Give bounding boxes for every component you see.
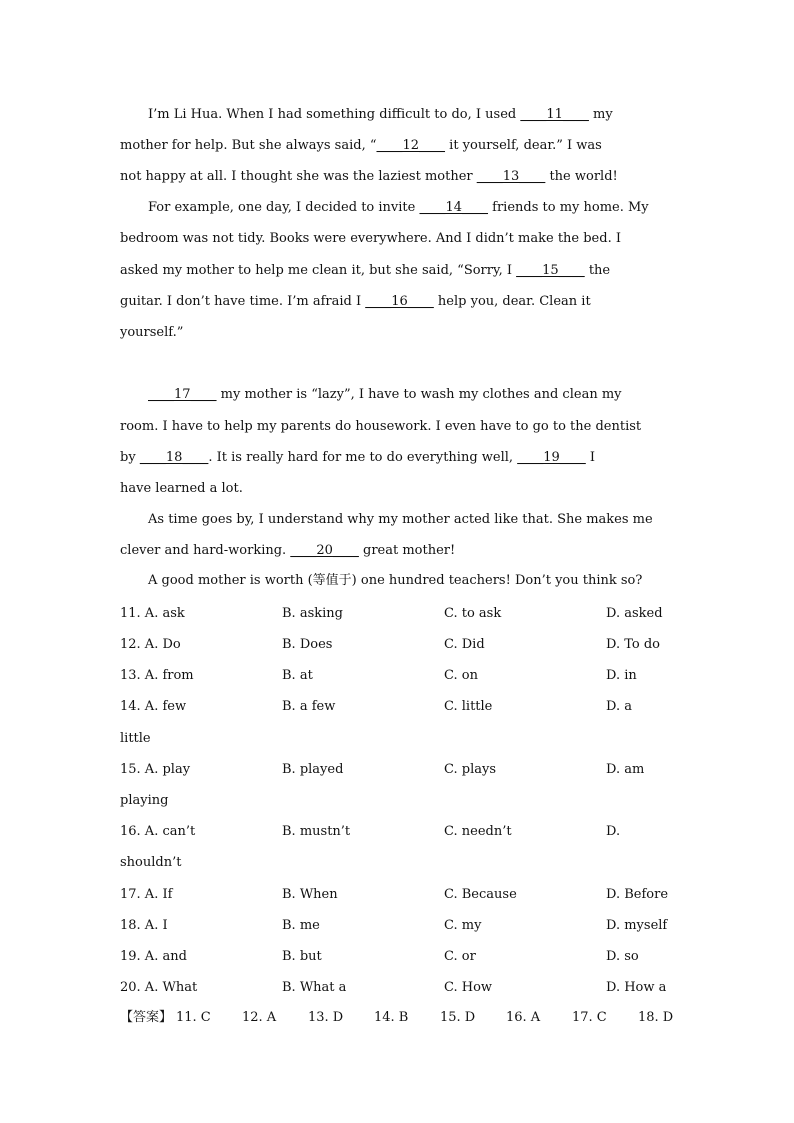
- blank-15: ____15____: [516, 263, 585, 278]
- answer-item: 12. A: [242, 1010, 277, 1025]
- blank-20: ____20____: [290, 543, 359, 558]
- option-d: D. How a: [606, 980, 667, 995]
- passage-text: For example, one day, I decided to invite: [148, 200, 420, 215]
- option-b: B. Does: [282, 637, 333, 652]
- option-b: B. mustn’t: [282, 824, 351, 839]
- option-a: 18. A. I: [120, 918, 168, 933]
- passage-line: bedroom was not tidy. Books were everywhere. And I didn’t make the bed. I: [120, 231, 621, 246]
- option-a: 15. A. play: [120, 762, 191, 777]
- passage-text: guitar. I don’t have time. I’m afraid I: [120, 294, 366, 309]
- option-c: C. on: [444, 668, 478, 683]
- passage-text: great mother!: [358, 543, 456, 558]
- blank-17: ____17____: [148, 387, 217, 402]
- option-d: D. so: [606, 949, 639, 964]
- option-b: B. me: [282, 918, 320, 933]
- passage-text: asked my mother to help me clean it, but she said, “Sorry, I: [120, 263, 517, 278]
- option-c: C. to ask: [444, 606, 502, 621]
- option-c: C. Did: [444, 637, 485, 652]
- answer-item: 15. D: [440, 1010, 476, 1025]
- passage-line: [148, 198, 708, 218]
- option-b: B. What a: [282, 980, 347, 995]
- passage-line: room. I have to help my parents do housework. I even have to go to the dentist: [120, 419, 642, 434]
- option-a: 13. A. from: [120, 668, 194, 683]
- answer-item: 13. D: [308, 1010, 344, 1025]
- option-a: 16. A. can’t: [120, 824, 196, 839]
- passage-text: mother for help. But she always said, “: [120, 138, 377, 153]
- option-a: 19. A. and: [120, 949, 187, 964]
- option-d: D. Before: [606, 887, 669, 902]
- option-d: D. in: [606, 668, 637, 683]
- answer-item: 17. C: [572, 1010, 607, 1025]
- passage-line: [148, 385, 708, 405]
- option-a: 14. A. few: [120, 699, 187, 714]
- option-c: C. plays: [444, 762, 496, 777]
- blank-16: ____16____: [365, 294, 434, 309]
- option-d: D. myself: [606, 918, 668, 933]
- passage-line: yourself.”: [120, 325, 184, 340]
- option-c: C. needn’t: [444, 824, 512, 839]
- passage-line: As time goes by, I understand why my mother acted like that. She makes me: [148, 512, 653, 527]
- answer-item: 18. D: [638, 1010, 674, 1025]
- passage-line: [120, 541, 680, 561]
- option-c: C. How: [444, 980, 493, 995]
- passage-line: [120, 292, 680, 312]
- option-b: B. asking: [282, 606, 343, 621]
- passage-line: [120, 261, 680, 281]
- passage-text: help you, dear. Clean it: [433, 294, 591, 309]
- passage-line: [148, 105, 708, 125]
- option-d-wrap: little: [120, 731, 151, 746]
- option-b: B. played: [282, 762, 344, 777]
- blank-19: ____19____: [517, 450, 586, 465]
- passage-text: I: [585, 450, 596, 465]
- option-d: D. am: [606, 762, 645, 777]
- option-d: D. a: [606, 699, 632, 714]
- answer-item: 11. C: [176, 1010, 211, 1025]
- passage-text: it yourself, dear.” I was: [445, 138, 602, 153]
- option-b: B. but: [282, 949, 322, 964]
- passage-line: [120, 136, 680, 156]
- answer-item: 16. A: [506, 1010, 541, 1025]
- option-d: D. asked: [606, 606, 663, 621]
- passage-text: . It is really hard for me to do everything well,: [208, 450, 518, 465]
- option-a: 12. A. Do: [120, 637, 181, 652]
- passage-text: the: [584, 263, 611, 278]
- option-b: B. a few: [282, 699, 336, 714]
- option-c: C. little: [444, 699, 493, 714]
- option-a: 20. A. What: [120, 980, 198, 995]
- option-d-wrap: shouldn’t: [120, 855, 182, 870]
- passage-line: [120, 167, 680, 187]
- passage-text: the world!: [545, 169, 618, 184]
- option-d-wrap: playing: [120, 793, 169, 808]
- passage-text: clever and hard-working.: [120, 543, 291, 558]
- passage-text: not happy at all. I thought she was the laziest mother: [120, 169, 477, 184]
- passage-text: friends to my home. My: [488, 200, 649, 215]
- option-a: 11. A. ask: [120, 606, 185, 621]
- option-b: B. at: [282, 668, 313, 683]
- passage-line: A good mother is worth (等值于) one hundred teachers! Don’t you think so?: [148, 573, 643, 588]
- option-c: C. my: [444, 918, 482, 933]
- answer-key: [120, 1008, 674, 1028]
- blank-18: ____18____: [139, 450, 209, 465]
- option-c: C. or: [444, 949, 476, 964]
- blank-11: ____11____: [520, 107, 589, 122]
- option-d: D.: [606, 824, 621, 839]
- passage-text: my: [588, 107, 613, 122]
- option-a: 17. A. If: [120, 887, 173, 902]
- option-c: C. Because: [444, 887, 517, 902]
- passage-text: I’m Li Hua. When I had something difficult to do, I used: [148, 107, 521, 122]
- blank-13: ____13____: [476, 169, 546, 184]
- passage-text: my mother is “lazy”, I have to wash my clothes and clean my: [216, 387, 622, 402]
- answer-label: 【答案】: [120, 1010, 173, 1025]
- passage-line: have learned a lot.: [120, 481, 243, 496]
- passage-line: [120, 448, 680, 468]
- option-d: D. To do: [606, 637, 660, 652]
- passage-text: by: [120, 450, 140, 465]
- blank-12: ____12____: [376, 138, 446, 153]
- blank-14: ____14____: [419, 200, 489, 215]
- answer-item: 14. B: [374, 1010, 409, 1025]
- option-b: B. When: [282, 887, 338, 902]
